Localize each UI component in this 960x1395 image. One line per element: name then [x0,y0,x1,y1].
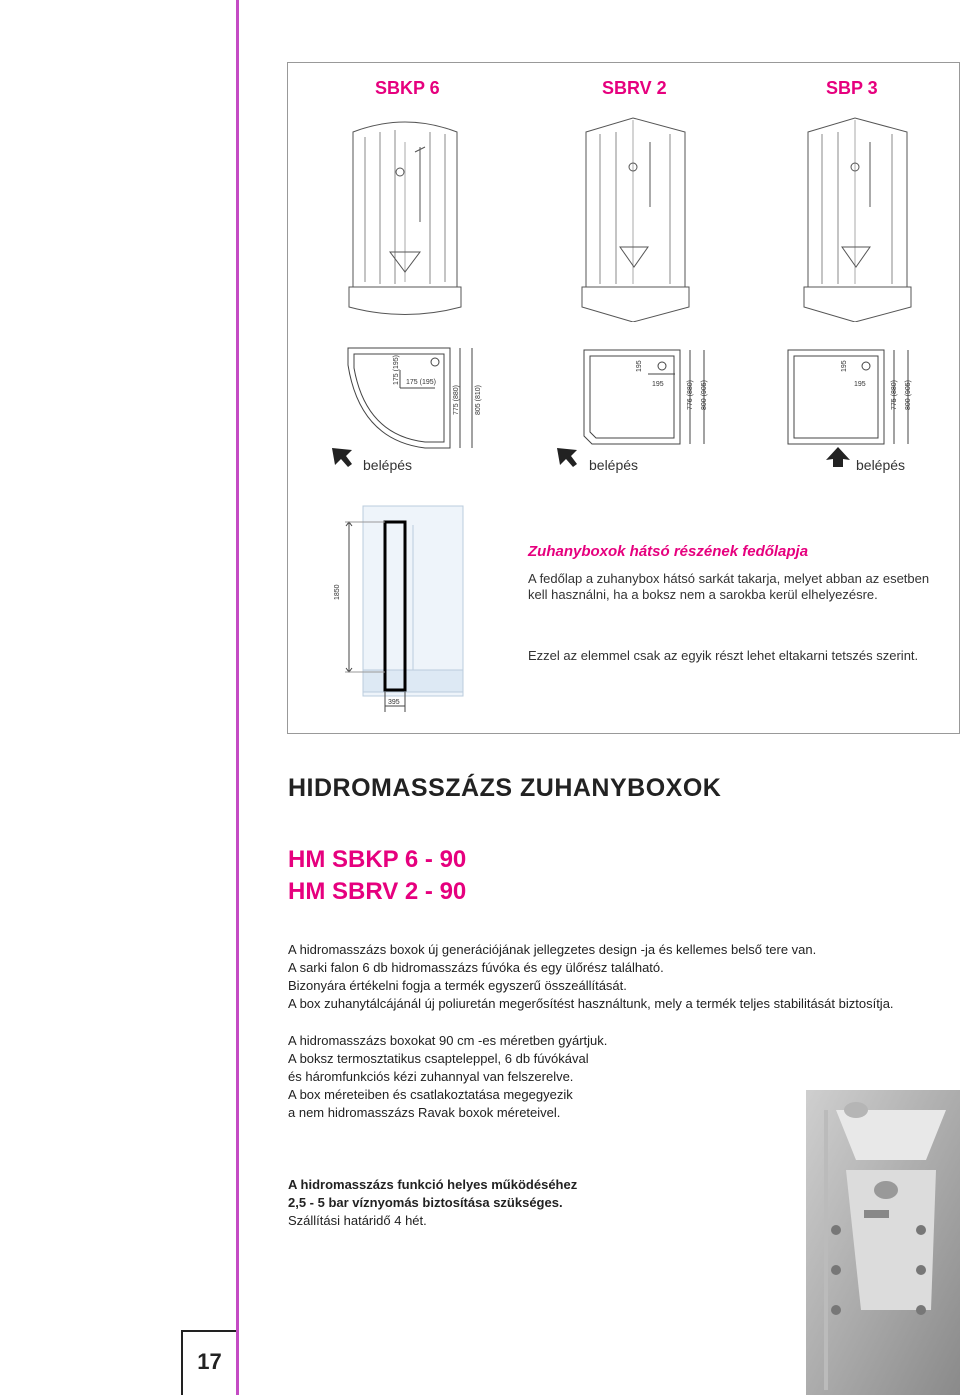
requirement-line-bold: 2,5 - 5 bar víznyomás biztosítása szükséges. [288,1195,563,1210]
plan3-dim-a: 195 [841,360,848,372]
description-line: A box zuhanytálcájánál új poliuretán megerősítést használtunk, mely a termék teljes stabilitását biztosítja. [288,996,894,1011]
entry-arrow-icon [555,446,581,468]
model-title-2: SBRV 2 [602,78,667,98]
plan2-dim-c: 776 (880) [687,380,694,410]
model-title-3: SBP 3 [826,78,878,98]
description-paragraph-1 [288,941,948,1013]
plan-view-sbkp6 [340,340,495,455]
plan2-dim-b: 195 [652,381,664,388]
description-line: A box méreteiben és csatlakoztatása megegyezik [288,1087,573,1102]
description-line: A hidromasszázs boxok új generációjának jellegzetes design -ja és kellemes belső tere van. [288,942,817,957]
section-title: HIDROMASSZÁZS ZUHANYBOXOK [288,774,722,802]
plan3-dim-c: 775 (880) [891,380,898,410]
plan2-dim-a: 195 [636,360,643,372]
shower-interior-photo [806,1090,960,1395]
plan-view-sbrv2 [570,340,720,455]
plan3-dim-d: 800 (905) [905,380,912,410]
page-number: 17 [181,1330,236,1395]
plan2-dim-d: 800 (905) [701,380,708,410]
plan1-dim-b: 175 (195) [406,379,436,386]
plan-view-sbp3 [778,340,928,455]
description-line: A sarki falon 6 db hidromasszázs fúvóka és egy ülőrész található. [288,960,664,975]
model-title-1: SBKP 6 [375,78,440,98]
entry-label-2: belépés [589,457,639,473]
entry-arrow-icon [825,446,851,468]
product-name-1: HM SBKP 6 - 90 [288,846,467,873]
panel-text-2: Ezzel az elemmel csak az egyik részt lehet eltakarni tetszés szerint. [528,648,919,663]
plan1-dim-c: 775 (880) [453,385,460,415]
entry-arrow-icon [330,446,354,468]
back-panel-illustration [325,500,475,718]
requirement-line-bold: A hidromasszázs funkció helyes működéséhez [288,1177,578,1192]
product-name-2: HM SBRV 2 - 90 [288,878,467,905]
entry-label-3: belépés [856,457,906,473]
panel-text-1: A fedőlap a zuhanybox hátsó sarkát takarja, melyet abban az esetben kell használni, ha a boksz nem a sarokba kerül elhelyezésre. [528,571,930,602]
delivery-time-line: Szállítási határidő 4 hét. [288,1213,427,1228]
left-rule [236,0,239,1395]
description-line: A boksz termosztatikus csapteleppel, 6 db fúvókával [288,1051,589,1066]
panel-width-dim: 395 [388,699,400,706]
panel-height-dim: 1850 [334,584,341,600]
plan3-dim-b: 195 [854,381,866,388]
cabin-illustration-sbkp6 [345,112,465,322]
description-line: Bizonyára értékelni fogja a termék egyszerű összeállítását. [288,978,627,993]
description-line: A hidromasszázs boxokat 90 cm -es méretben gyártjuk. [288,1033,608,1048]
plan1-dim-a: 175 (195) [393,355,400,385]
entry-label-1: belépés [363,457,413,473]
description-line: és háromfunkciós kézi zuhannyal van felszerelve. [288,1069,574,1084]
plan1-dim-d: 805 (810) [475,385,482,415]
cabin-illustration-sbp3 [800,112,915,322]
cabin-illustration-sbrv2 [578,112,693,322]
panel-title: Zuhanyboxok hátsó részének fedőlapja [528,543,809,560]
description-line: a nem hidromasszázs Ravak boxok méreteivel. [288,1105,561,1120]
